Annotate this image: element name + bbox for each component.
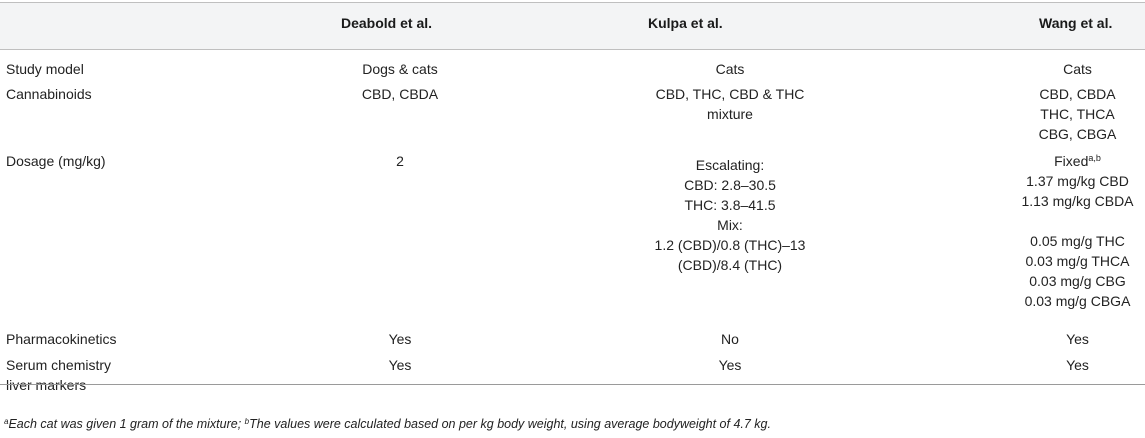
cell-text: Yes: [388, 331, 412, 347]
cell-text: No: [721, 331, 739, 347]
cell-text: Dogs & cats: [362, 61, 438, 77]
row-label-line: Serum chemistry: [6, 357, 112, 373]
footnote-marker: a,b: [1088, 153, 1101, 163]
cell-text: Yes: [1066, 357, 1089, 373]
table-bottom-rule: [0, 384, 1145, 385]
cell-text: THC: 3.8–41.5: [684, 197, 776, 213]
footnote-marker-a: a: [4, 417, 9, 426]
cell-text: (CBD)/8.4 (THC): [677, 257, 783, 273]
cell-text: mixture: [707, 106, 753, 122]
cell-kulpa-serum-chemistry: [600, 355, 860, 375]
cell-text: CBD, CBDA: [361, 86, 439, 102]
cell-text: CBG, CBGA: [1038, 126, 1117, 142]
cell-kulpa-dosage: [600, 155, 860, 275]
cell-text-fixed: [1010, 151, 1145, 171]
cell-kulpa-cannabinoids: [600, 84, 860, 124]
cell-text: 0.03 mg/g THCA: [1025, 253, 1130, 269]
footnote-text-a: Each cat was given 1 gram of the mixture;: [8, 417, 245, 431]
cell-wang-study-model: [1010, 59, 1145, 79]
cell-deabold-study-model: [300, 59, 500, 79]
column-header-wang: Wang et al.: [1039, 15, 1113, 31]
cell-text: 0.03 mg/g CBGA: [1024, 293, 1131, 309]
cell-wang-pharmacokinetics: [1010, 329, 1145, 349]
column-header-kulpa: Kulpa et al.: [648, 15, 723, 31]
cell-kulpa-study-model: [600, 59, 860, 79]
cell-deabold-serum-chemistry: [300, 355, 500, 375]
fixed-label: Fixed: [1054, 153, 1089, 169]
cell-text: 0.03 mg/g CBG: [1029, 273, 1126, 289]
row-label-study-model: Study model: [6, 61, 84, 77]
row-label-serum-chemistry: [6, 355, 206, 395]
row-label-line: liver markers: [6, 377, 87, 393]
table-header: [0, 2, 1145, 50]
cell-text: Yes: [1066, 331, 1089, 347]
footnote-text-b: The values were calculated based on per kg body weight, using average bodyweight of 4.7 kg.: [249, 417, 771, 431]
cell-wang-cannabinoids: [1010, 84, 1145, 144]
cell-wang-dosage: [1010, 151, 1145, 311]
row-label-pharmacokinetics: Pharmacokinetics: [6, 331, 117, 347]
cell-text: 0.05 mg/g THC: [1030, 233, 1125, 249]
cell-text: 1.37 mg/kg CBD: [1026, 173, 1129, 189]
column-header-deabold: Deabold et al.: [341, 15, 433, 31]
cell-text-blank: [1010, 211, 1145, 231]
cell-kulpa-pharmacokinetics: [600, 329, 860, 349]
cell-text: CBD, THC, CBD & THC: [655, 86, 805, 102]
cell-text: Yes: [718, 357, 742, 373]
footnote-marker-b: b: [244, 417, 250, 426]
cell-text: THC, THCA: [1040, 106, 1115, 122]
cell-deabold-dosage: [300, 151, 500, 171]
cell-deabold-cannabinoids: [300, 84, 500, 104]
row-label-dosage: Dosage (mg/kg): [6, 153, 106, 169]
cell-text: Cats: [1063, 61, 1092, 77]
cell-deabold-pharmacokinetics: [300, 329, 500, 349]
cell-text: Cats: [715, 61, 745, 77]
cell-text: Mix:: [717, 217, 743, 233]
cell-text: Escalating:: [695, 157, 765, 173]
cell-text: CBD: 2.8–30.5: [684, 177, 776, 193]
cell-wang-serum-chemistry: [1010, 355, 1145, 375]
cell-text: 1.2 (CBD)/0.8 (THC)–13: [654, 237, 806, 253]
cell-text: CBD, CBDA: [1039, 86, 1116, 102]
cell-text: 2: [396, 153, 404, 169]
row-label-cannabinoids: Cannabinoids: [6, 86, 92, 102]
table-footnote: [4, 416, 771, 432]
cell-text: 1.13 mg/kg CBDA: [1021, 193, 1134, 209]
cell-text: Yes: [388, 357, 412, 373]
